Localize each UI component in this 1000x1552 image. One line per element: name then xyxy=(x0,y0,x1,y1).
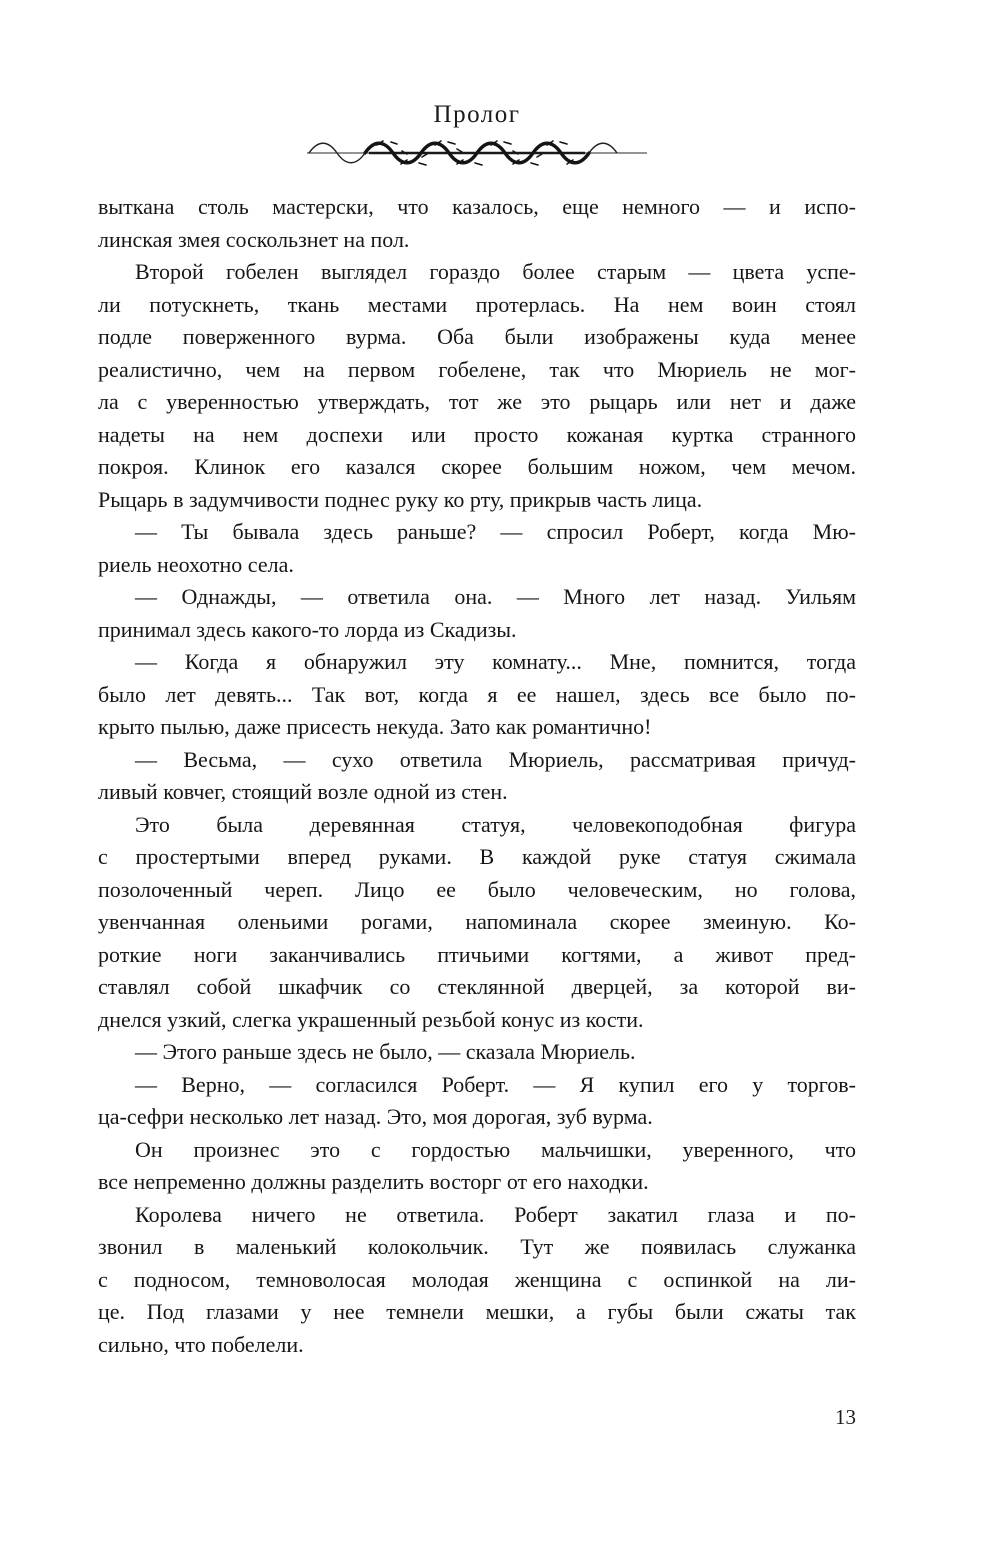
text-line: ли потускнеть, ткань местами протерлась. На нем воин стоял xyxy=(98,291,856,317)
text-line: с подносом, темноволосая молодая женщина с оспинкой на ли- xyxy=(98,1266,856,1292)
text-line: роткие ноги заканчивались птичьими когтями, а живот пред- xyxy=(98,941,856,967)
paragraph xyxy=(98,744,856,809)
paragraph xyxy=(98,191,856,256)
text-line: с простертыми вперед руками. В каждой руке статуя сжимала xyxy=(98,844,856,869)
text-line: сильно, что побелели. xyxy=(98,1331,304,1357)
page-number: 13 xyxy=(835,1405,856,1429)
text-line: принимал здесь какого-то лорда из Скадизы. xyxy=(98,616,517,642)
text-line: подле поверженного вурма. Оба были изображены куда менее xyxy=(98,324,856,349)
text-line: ливый ковчег, стоящий возле одной из стен. xyxy=(98,779,508,804)
paragraph xyxy=(98,256,856,516)
text-line: все непременно должны разделить восторг от его находки. xyxy=(98,1169,649,1194)
text-line: было лет девять... Так вот, когда я ее нашел, здесь все было по- xyxy=(98,681,856,707)
thorn-vine-divider-icon xyxy=(307,136,647,170)
paragraph xyxy=(98,1069,856,1134)
paragraph xyxy=(98,1036,856,1069)
text-line: — Ты бывала здесь раньше? — спросил Роберт, когда Мю- xyxy=(135,519,856,544)
text-line: — Этого раньше здесь не было, — сказала Мюриель. xyxy=(135,1039,636,1064)
text-line: Второй гобелен выглядел гораздо более старым — цвета успе- xyxy=(135,259,856,284)
text-line: Это была деревянная статуя, человекоподобная фигура xyxy=(135,811,856,837)
text-line: — Весьма, — сухо ответила Мюриель, рассматривая причуд- xyxy=(135,746,856,772)
text-line: — Когда я обнаружил эту комнату... Мне, помнится, тогда xyxy=(135,649,856,674)
text-line: линская змея соскользнет на пол. xyxy=(98,226,410,252)
text-line: покроя. Клинок его казался скорее большим ножом, чем мечом. xyxy=(98,454,856,479)
text-line: днелся узкий, слегка украшенный резьбой конус из кости. xyxy=(98,1006,644,1032)
text-line: надеты на нем доспехи или просто кожаная куртка странного xyxy=(98,421,856,447)
chapter-title: Пролог xyxy=(433,101,521,128)
paragraph xyxy=(98,646,856,744)
text-line: риель неохотно села. xyxy=(98,551,294,577)
divider-container xyxy=(98,136,856,175)
text-line: ца-сефри несколько лет назад. Это, моя дорогая, зуб вурма. xyxy=(98,1104,653,1129)
text-line: выткана столь мастерски, что казалось, еще немного — и испо- xyxy=(98,194,856,219)
text-line: Он произнес это с гордостью мальчишки, уверенного, что xyxy=(135,1136,856,1162)
paragraph xyxy=(98,516,856,581)
text-line: звонил в маленький колокольчик. Тут же появилась служанка xyxy=(98,1234,856,1259)
text-line: Рыцарь в задумчивости поднес руку ко рту, прикрыв часть лица. xyxy=(98,486,703,512)
text-line: ставлял собой шкафчик со стеклянной дверцей, за которой ви- xyxy=(98,974,856,999)
paragraph xyxy=(98,809,856,1037)
text-line: позолоченный череп. Лицо ее было человеческим, но голова, xyxy=(98,876,856,902)
text-line: Королева ничего не ответила. Роберт закатил глаза и по- xyxy=(135,1201,856,1227)
paragraph xyxy=(98,1134,856,1199)
paragraph xyxy=(98,581,856,646)
text-line: — Однажды, — ответила она. — Много лет назад. Уильям xyxy=(135,584,856,609)
text-line: увенчанная оленьими рогами, напоминала скорее змеиную. Ко- xyxy=(98,909,856,934)
text-line: реалистично, чем на первом гобелене, так что Мюриель не мог- xyxy=(98,356,856,382)
body-text xyxy=(98,191,856,1361)
text-line: це. Под глазами у нее темнели мешки, а губы были сжаты так xyxy=(98,1299,856,1324)
text-line: крыто пылью, даже присесть некуда. Зато как романтично! xyxy=(98,714,652,739)
text-line: ла с уверенностью утверждать, тот же это рыцарь или нет и даже xyxy=(98,389,856,414)
text-line: — Верно, — согласился Роберт. — Я купил его у торгов- xyxy=(135,1071,856,1097)
paragraph xyxy=(98,1199,856,1362)
